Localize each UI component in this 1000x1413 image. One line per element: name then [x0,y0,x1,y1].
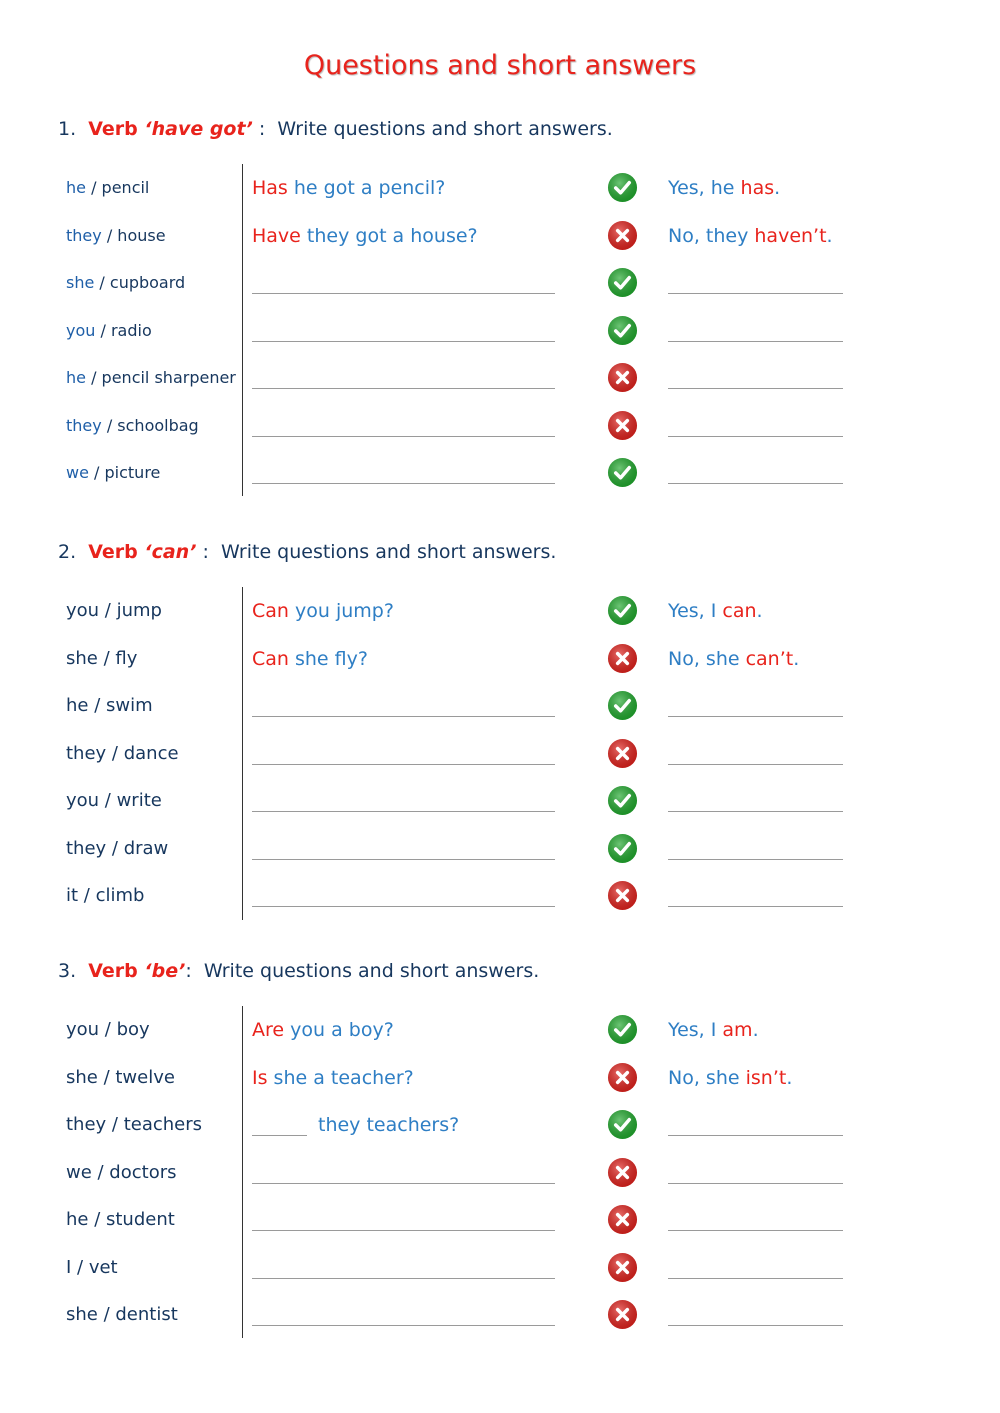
section-instruction: Write questions and short answers. [277,118,613,140]
check-circle-icon [607,315,638,346]
prompt-slash: / [85,368,102,387]
section-verb [88,118,253,140]
question-blank-input[interactable] [252,811,555,812]
row-prompt: they / draw [66,837,169,859]
row-prompt [66,449,160,497]
question-blank-input[interactable] [252,716,555,717]
prompt-slash: / [101,225,118,245]
section-instruction: Write questions and short answers. [203,960,540,982]
question-blank-input[interactable] [252,293,555,294]
exercise-row [0,1291,1000,1339]
prompt-noun: cupboard [109,273,186,292]
heading-separator: : [185,960,192,982]
answer-verb: can [722,600,757,622]
row-prompt: it / climb [66,885,145,906]
section-verb [88,541,196,563]
prompt-slash: / [101,415,118,435]
question-rest: she fly? [288,647,368,670]
answer-verb: has [740,177,775,199]
exercise-row [0,682,1000,730]
cross-circle-icon [607,1252,638,1283]
prompt-noun: schoolbag [117,415,199,435]
answer-start: No, they [668,224,755,247]
question-blank-input[interactable] [252,388,555,389]
answer-blank-input[interactable] [668,388,843,389]
short-answer-text [668,164,780,212]
section-heading [58,118,613,140]
section-number: 1. [58,118,77,140]
answer-verb: haven’t [754,224,827,247]
prompt-subject: she [66,273,95,292]
question-verb: Is [252,1066,268,1089]
check-circle-icon [607,690,638,721]
exercise-row [0,1006,1000,1054]
exercise-row [0,825,1000,873]
question-text [252,1006,394,1054]
exercise-row [0,587,1000,635]
verb-label: Verb [88,541,145,563]
answer-end: . [756,600,763,622]
prompt-noun: radio [110,320,152,340]
section-verb [88,960,185,982]
answer-start: No, she [668,647,746,670]
cross-circle-icon [607,410,638,441]
answer-blank-input[interactable] [668,906,843,907]
row-prompt: you / boy [66,1019,150,1040]
cross-circle-icon [607,738,638,769]
prompt-noun: picture [104,463,161,482]
answer-blank-input[interactable] [668,1135,843,1136]
row-prompt [66,212,166,260]
cross-circle-icon [607,1157,638,1188]
prompt-subject: he [66,178,86,197]
prompt-noun: pencil sharpener [101,368,236,387]
cross-circle-icon [607,220,638,251]
prompt-slash: / [88,463,105,482]
section-heading [58,960,539,982]
question-verb: Can [252,647,289,670]
question-rest: you jump? [288,600,394,622]
short-answer-text [668,1006,759,1054]
question-text [252,1054,414,1102]
question-rest: she a teacher? [267,1066,414,1089]
row-prompt: he / swim [66,695,153,716]
exercise-row [0,1244,1000,1292]
exercise-row [0,872,1000,920]
exercise-row [0,1054,1000,1102]
check-circle-icon [607,785,638,816]
short-answer-text [668,635,799,683]
answer-verb: can’t [745,647,794,670]
question-blank-input[interactable] [252,764,555,765]
question-blank-input[interactable] [252,483,555,484]
row-prompt: they / teachers [66,1114,203,1135]
cross-circle-icon [607,1299,638,1330]
exercise-row [0,212,1000,260]
answer-start: Yes, I [668,600,723,622]
answer-verb: isn’t [745,1066,787,1089]
exercise-row [0,402,1000,450]
row-prompt [66,164,149,212]
row-prompt: he / student [66,1209,175,1230]
prompt-slash: / [95,320,111,340]
question-text [252,212,478,260]
row-prompt [66,354,236,402]
question-rest: you a boy? [284,1019,394,1041]
check-circle-icon [607,1014,638,1045]
row-prompt: you / write [66,790,162,811]
question-blank-input[interactable] [252,1183,555,1184]
cross-circle-icon [607,643,638,674]
section-number: 3. [58,960,77,982]
answer-blank-input[interactable] [668,1183,843,1184]
verb-blank-input[interactable] [252,1135,307,1136]
question-blank-input[interactable] [252,1230,555,1231]
verb-label: Verb [88,118,145,140]
question-text [252,635,368,683]
prompt-subject: he [66,368,86,387]
exercise-row [0,1101,1000,1149]
exercise-row [0,354,1000,402]
row-prompt: she / twelve [66,1066,175,1088]
answer-blank-input[interactable] [668,764,843,765]
answer-start: Yes, he [668,177,741,199]
row-prompt: we / doctors [66,1161,177,1183]
answer-blank-input[interactable] [668,1230,843,1231]
verb-word: ‘be’ [144,960,186,982]
check-circle-icon [607,267,638,298]
section-instruction: Write questions and short answers. [220,541,557,563]
heading-separator: : [252,118,266,140]
exercise-row [0,1149,1000,1197]
answer-end: . [752,1019,759,1041]
exercise-row [0,449,1000,497]
answer-end: . [774,177,781,199]
cross-circle-icon [607,1204,638,1235]
answer-blank-input[interactable] [668,1325,843,1326]
question-rest: he got a pencil? [287,177,446,199]
answer-blank-input[interactable] [668,483,843,484]
answer-end: . [826,224,833,247]
answer-verb: am [722,1019,753,1041]
cross-circle-icon [607,362,638,393]
short-answer-text [668,1054,792,1102]
question-blank-input[interactable] [252,341,555,342]
question-blank-input[interactable] [252,436,555,437]
cross-circle-icon [607,880,638,911]
verb-label: Verb [88,960,145,982]
check-circle-icon [607,595,638,626]
check-circle-icon [607,172,638,203]
question-blank-input[interactable] [252,906,555,907]
question-verb: Are [252,1019,285,1041]
question-text [252,164,445,212]
answer-end: . [786,1066,793,1089]
answer-blank-input[interactable] [668,811,843,812]
check-circle-icon [607,833,638,864]
row-prompt [66,402,199,450]
answer-start: Yes, I [668,1019,723,1041]
exercise-row [0,164,1000,212]
answer-blank-input[interactable] [668,859,843,860]
question-verb: Has [252,177,288,199]
question-partial: they teachers? [318,1114,460,1136]
exercise-row [0,730,1000,778]
answer-blank-input[interactable] [668,716,843,717]
prompt-subject: we [66,463,89,482]
short-answer-text [668,212,833,260]
verb-word: ‘can’ [144,541,197,563]
prompt-subject: they [66,225,102,245]
exercise-row [0,635,1000,683]
question-verb: Can [252,600,289,622]
section-number: 2. [58,541,77,563]
section-heading [58,541,556,563]
prompt-slash: / [94,273,110,292]
short-answer-text [668,587,763,635]
exercise-row [0,1196,1000,1244]
question-blank-input[interactable] [252,1325,555,1326]
question-verb: Have [252,224,301,247]
question-rest: they got a house? [300,224,478,247]
prompt-noun: house [117,225,166,245]
prompt-noun: pencil [101,178,150,197]
row-prompt: you / jump [66,600,162,621]
row-prompt: they / dance [66,742,179,764]
row-prompt: she / dentist [66,1304,178,1325]
heading-separator: : [196,541,209,563]
prompt-slash: / [85,178,102,197]
answer-start: No, she [668,1066,746,1089]
question-text [252,587,394,635]
question-blank-input[interactable] [252,859,555,860]
answer-blank-input[interactable] [668,293,843,294]
row-prompt: she / fly [66,647,138,669]
answer-blank-input[interactable] [668,436,843,437]
row-prompt [66,307,152,355]
prompt-subject: you [66,320,96,340]
answer-blank-input[interactable] [668,1278,843,1279]
exercise-row [0,307,1000,355]
question-blank-input[interactable] [252,1278,555,1279]
answer-end: . [793,647,800,670]
cross-circle-icon [607,1062,638,1093]
answer-blank-input[interactable] [668,341,843,342]
exercise-row [0,777,1000,825]
row-prompt: I / vet [66,1256,118,1278]
prompt-subject: they [66,415,102,435]
check-circle-icon [607,457,638,488]
verb-word: ‘have got’ [144,118,253,140]
exercise-row [0,259,1000,307]
row-prompt [66,259,185,307]
page-title: Questions and short answers [303,50,697,81]
check-circle-icon [607,1109,638,1140]
